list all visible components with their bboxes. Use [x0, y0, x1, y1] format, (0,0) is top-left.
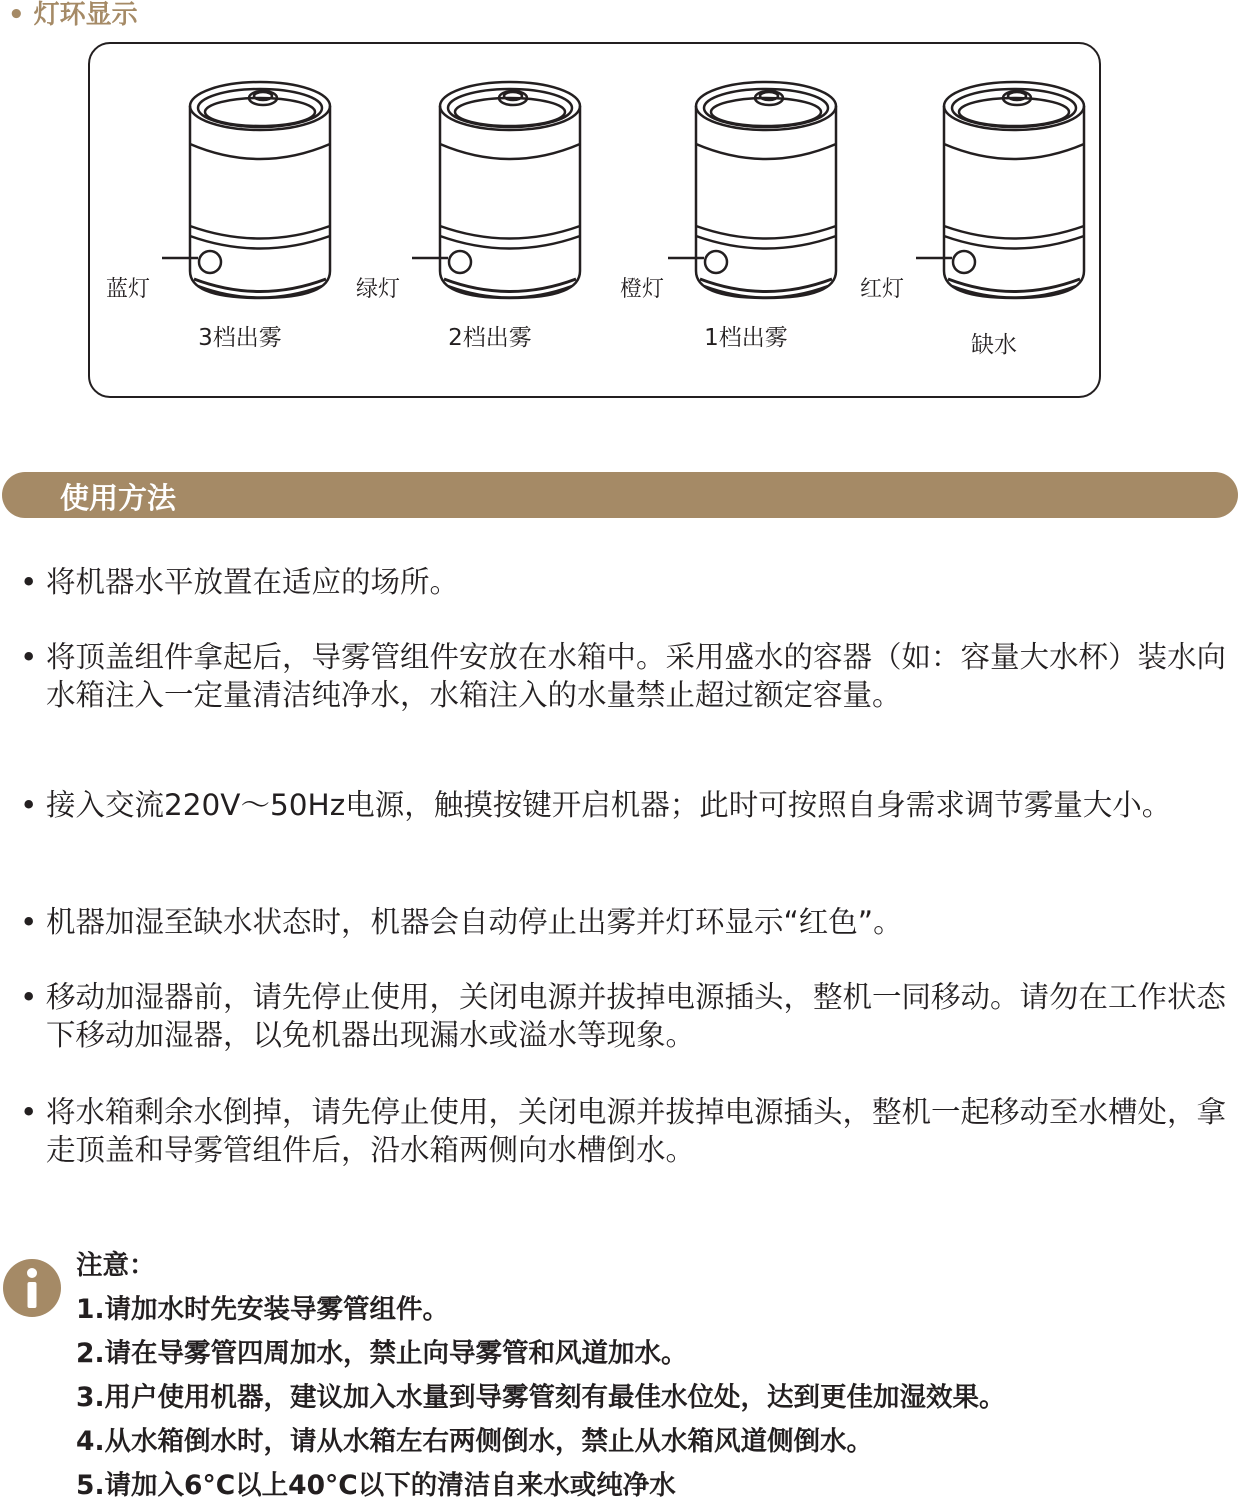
light-label: 橙灯 — [620, 277, 665, 302]
usage-item-text: 接入交流220V～50Hz电源，触摸按键开启机器；此时可按照自身需求调节雾量大小。 — [46, 788, 1172, 822]
usage-header-band — [2, 472, 1238, 518]
light-label: 红灯 — [860, 277, 905, 302]
humidifier-green — [340, 76, 600, 386]
note-item: 5.请加入6°C以上40°C以下的清洁自来水或纯净水 — [76, 1470, 676, 1501]
light-label: 绿灯 — [356, 277, 401, 302]
section-label: • 灯环显示 — [8, 0, 138, 30]
usage-item-text: 将机器水平放置在适应的场所。 — [46, 565, 460, 599]
note-item: 4.从水箱倒水时，请从水箱左右两侧倒水，禁止从水箱风道侧倒水。 — [76, 1426, 874, 1457]
humidifier-orange — [596, 76, 856, 386]
mode-caption: 3档出雾 — [198, 325, 282, 351]
light-label: 蓝灯 — [106, 277, 151, 302]
mode-caption: 1档出雾 — [704, 325, 788, 351]
bullet-icon: • — [20, 640, 38, 674]
mode-caption: 2档出雾 — [448, 325, 532, 351]
usage-title: 使用方法 — [60, 481, 177, 515]
notes-block — [76, 1244, 1236, 1508]
light-ring-panel — [88, 42, 1101, 398]
bullet-icon: • — [20, 1095, 38, 1129]
note-item: 3.用户使用机器，建议加入水量到导雾管刻有最佳水位处，达到更佳加湿效果。 — [76, 1382, 1006, 1413]
humidifier-red — [844, 76, 1104, 386]
usage-item-text: 将水箱剩余水倒掉，请先停止使用，关闭电源并拔掉电源插头，整机一起移动至水槽处，拿走顶盖和导雾管组件后，沿水箱两侧向水槽倒水。 — [46, 1095, 1227, 1167]
notes-title: 注意： — [76, 1250, 156, 1281]
humidifier-blue — [90, 76, 350, 386]
note-item: 1.请加水时先安装导雾管组件。 — [76, 1294, 450, 1325]
bullet-icon: • — [20, 565, 38, 599]
bullet-icon: • — [20, 980, 38, 1014]
mode-caption: 缺水 — [971, 332, 1017, 358]
info-icon — [2, 1258, 62, 1318]
usage-item-text: 将顶盖组件拿起后，导雾管组件安放在水箱中。采用盛水的容器（如：容量大水杯）装水向水箱注入一定量清洁纯净水，水箱注入的水量禁止超过额定容量。 — [46, 640, 1227, 712]
note-item: 2.请在导雾管四周加水，禁止向导雾管和风道加水。 — [76, 1338, 688, 1369]
bullet-icon: • — [20, 788, 38, 822]
usage-item-text: 机器加湿至缺水状态时，机器会自动停止出雾并灯环显示“红色”。 — [46, 905, 903, 939]
bullet-icon: • — [20, 905, 38, 939]
usage-item-text: 移动加湿器前，请先停止使用，关闭电源并拔掉电源插头，整机一同移动。请勿在工作状态下移动加湿器，以免机器出现漏水或溢水等现象。 — [46, 980, 1227, 1052]
